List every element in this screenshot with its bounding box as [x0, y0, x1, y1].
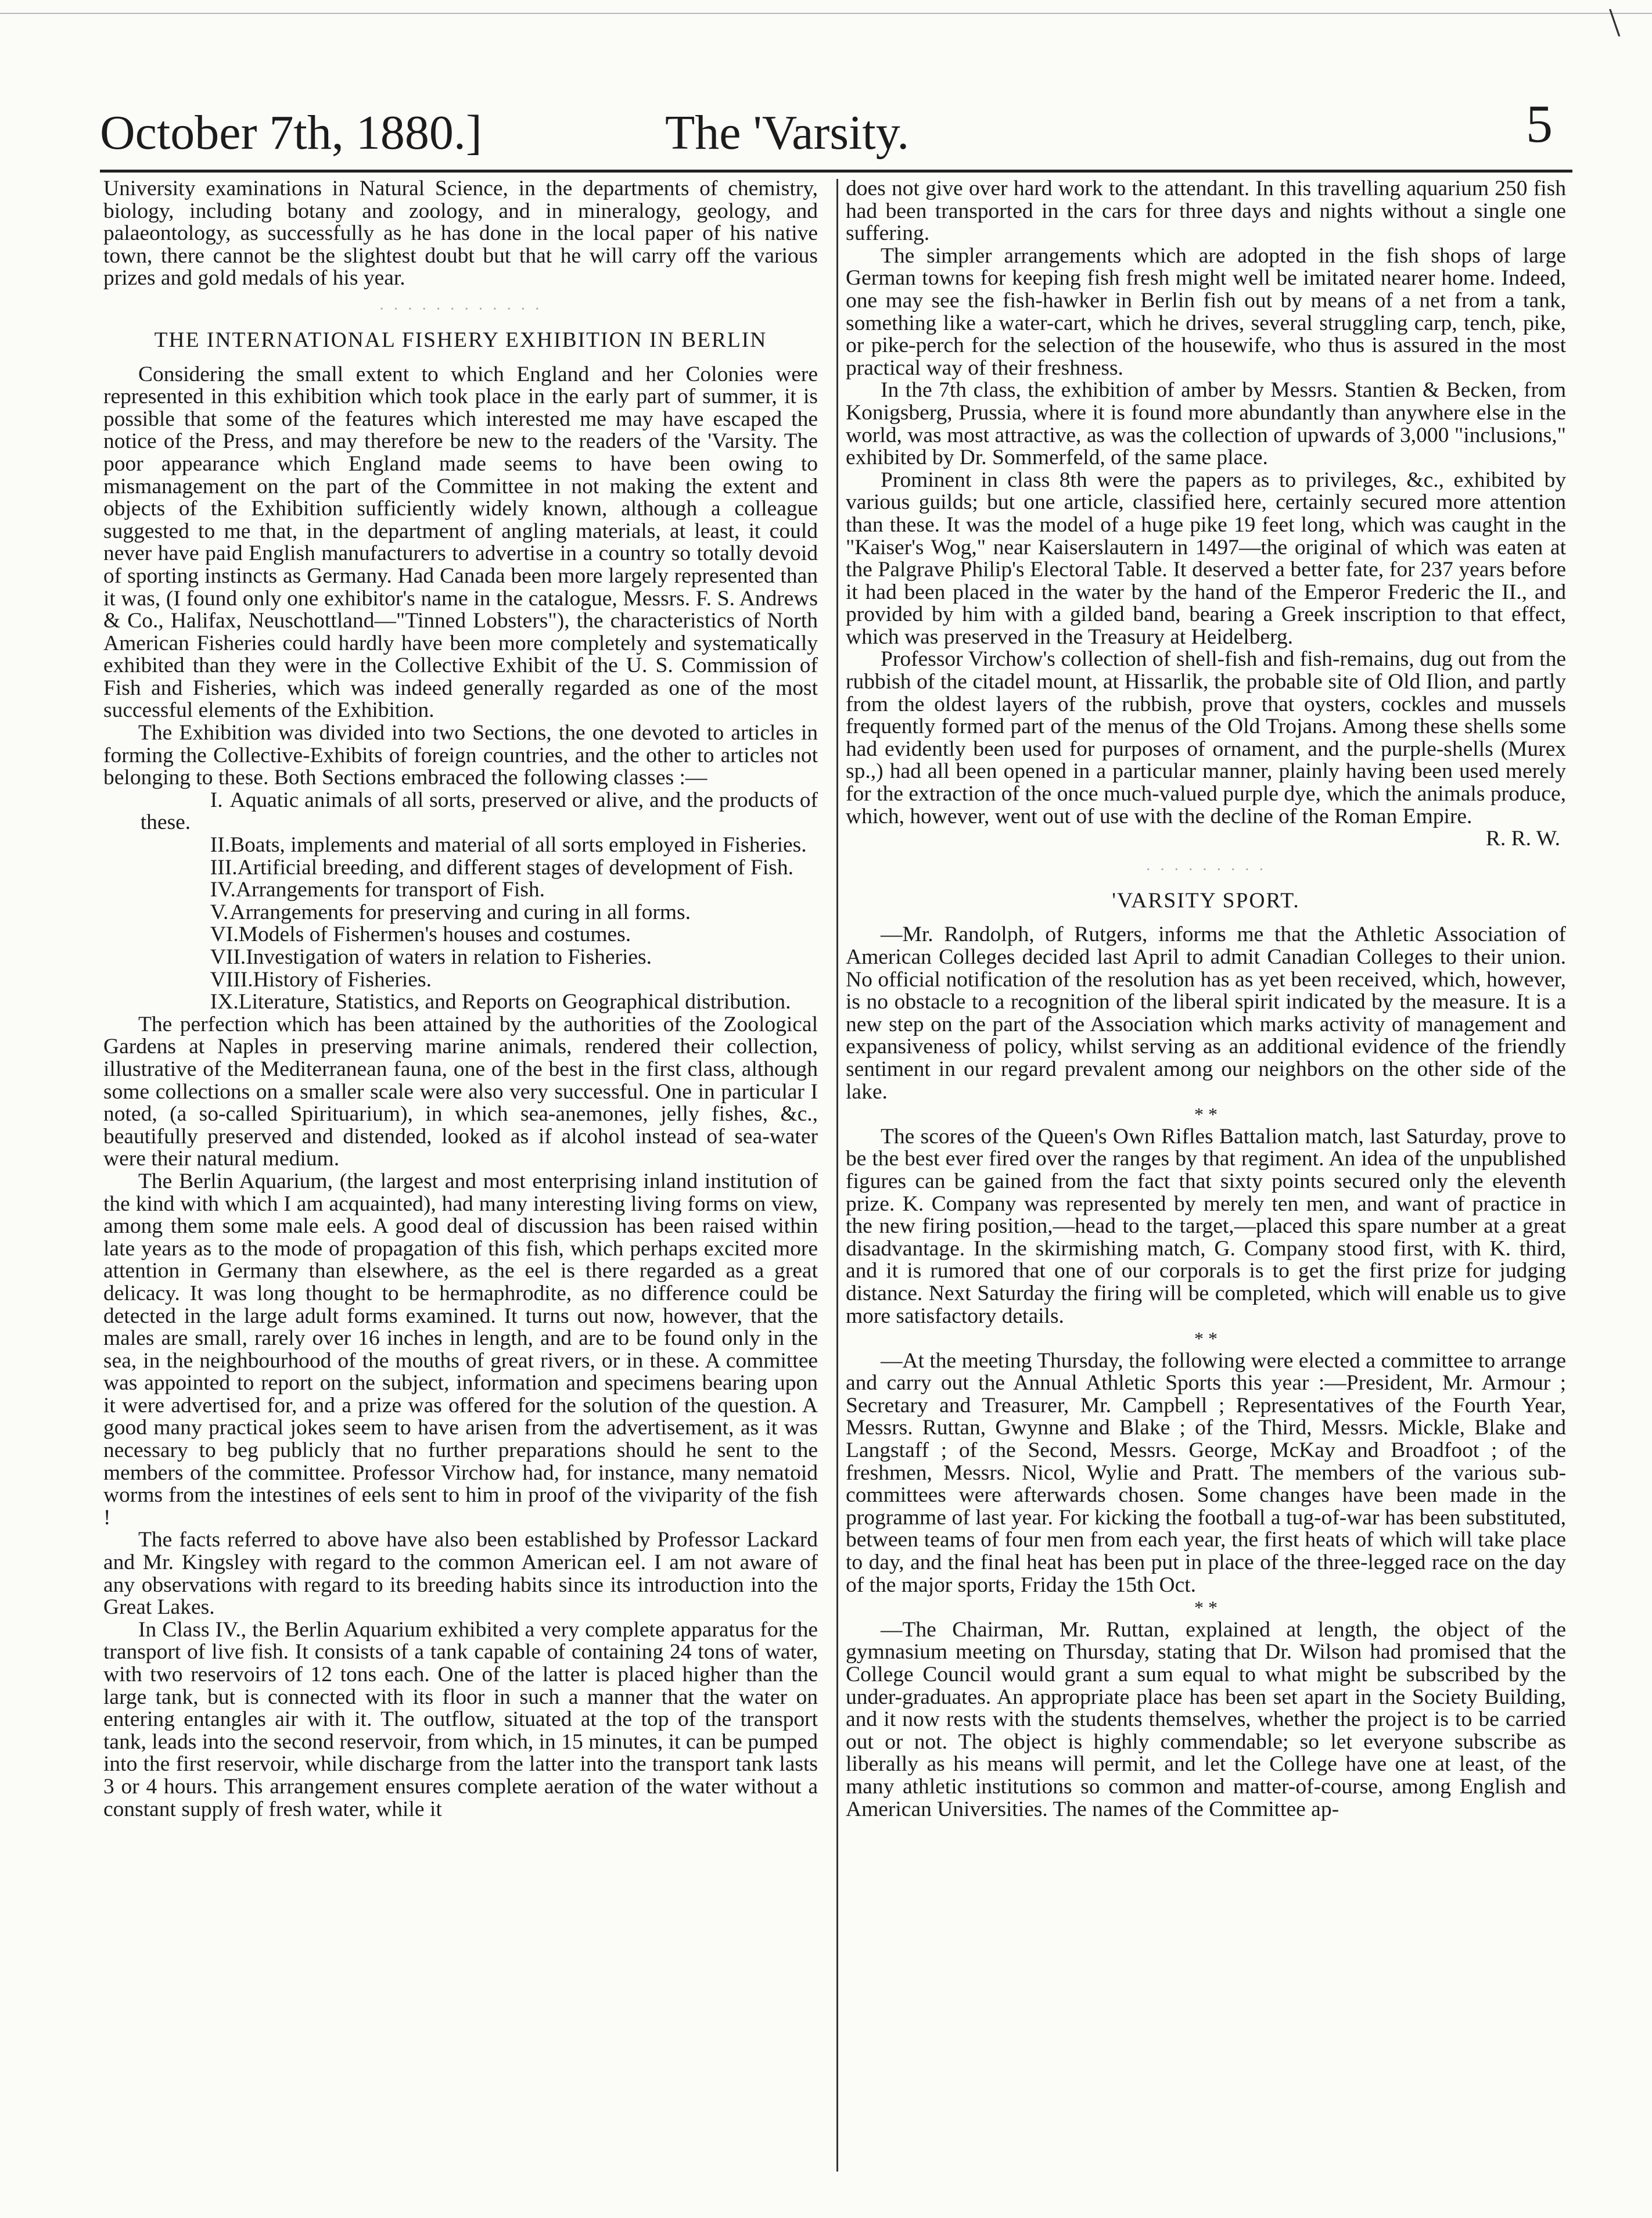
paragraph: —At the meeting Thursday, the following were elected a committee to arrange and carry out the Annual Athletic Sports this year :—President, Mr. Armour ; Secretary and Treasurer, Mr. Campbell ; Representatives of the Fourth Year, Messrs. Ruttan, Gwynne and Blake ; of the Third, Messrs. Mickle, Blake and Langstaff ; of the Second, Messrs. George, McKay and Broadfoot ; of the freshmen, Messrs. Nicol, Wylie and Pratt. The members of the various sub-committees were afterwards chosen. Some changes have been made in the programme of last year. For kicking the football a tug-of-war has been substituted, between teams of four men from each year, the first heats of which will take place to day, and the final heat has been put in place of the three-legged race on the day of the major sports, Friday the 15th Oct. — [846, 1348, 1566, 1597]
paragraph: The perfection which has been attained by the authorities of the Zoological Gardens at Naples in preserving marine animals, rendered their collection, illustrative of the Mediterranean fauna, one of the best in the first class, although some collections on a smaller scale were also very successful. One in particular I noted, (a so-called Spirituarium), in which sea-anemones, jelly fishes, &c., beautifully preserved and distended, looked as if alcohol instead of sea-water were their natural medium. — [103, 1012, 818, 1171]
class-item: IV.Arrangements for transport of Fish. — [210, 878, 545, 902]
class-list — [103, 789, 818, 1014]
section-ornament: · · · · · · · · · · · · — [379, 300, 543, 318]
paragraph: The Berlin Aquarium, (the largest and most enterprising inland institution of the kind with which I am acquainted), had many interesting living forms on view, among them some male eels. A good deal of discussion has been raised within late years as to the mode of propagation of this fish, which perhaps excited more attention in Germany than elsewhere, as the eel is there regarded as a great delicacy. It was long thought to be hermaphrodite, as no difference could be detected in the large adult forms examined. It turns out now, however, that the males are small, rarely over 16 inches in length, and are to be found only in the sea, in the neighbourhood of the mouths of great rivers, or in these. A committee was appointed to report on the subject, information and specimens bearing upon it were advertised for, and a prize was offered for the solution of the question. A good many practical jokes seem to have arisen from the advertisement, as it was necessary to beg publicly that no further preparations should he sent to the members of the committee. Professor Virchow had, for instance, many nematoid worms from the intestines of eels sent to him in proof of the viviparity of the fish ! — [103, 1169, 818, 1530]
class-item: VIII.History of Fisheries. — [210, 967, 432, 992]
right-column — [846, 178, 1566, 2188]
paragraph: The scores of the Queen's Own Rifles Battalion match, last Saturday, prove to be the best ever fired over the ranges by that regiment. An idea of the unpublished figures can be gained from the fact that sixty points secured only the eleventh prize. K. Company was represented by merely ten men, and want of practice in the new firing position,—head to the target,—placed this spare number at a great disadvantage. In the skirmishing match, G. Company stood first, with K. third, and it is rumored that one of our corporals is to get the first prize for judging distance. Next Saturday the firing will be completed, which will enable us to give more satisfactory details. — [846, 1124, 1566, 1328]
class-item: VII.Investigation of waters in relation to Fisheries. — [210, 945, 652, 969]
continued-paragraph: does not give over hard work to the attendant. In this travelling aquarium 250 fish had been transported in the cars for three days and nights without a single one suffering. — [846, 178, 1566, 246]
paragraph: Professor Virchow's collection of shell-fish and fish-remains, dug out from the rubbish of the citadel mount, at Hissarlik, the probable site of Old Ilion, and partly from the oldest layers of the rubbish, prove that oysters, cockles and mussels frequently formed part of the menus of the Old Trojans. Among these shells some had evidently been used for purposes of ornament, and the purple-shells (Murex sp.,) had all been opened in a particular manner, plainly having been used merely for the extraction of the once much-valued purple dye, which the animals produce, which, however, went out of use with the decline of the Roman Empire. — [846, 647, 1566, 828]
section-asterism: * * — [1194, 1104, 1218, 1125]
paragraph: The Exhibition was divided into two Sections, the one devoted to articles in forming the Collective-Exhibits of foreign countries, and the other to articles not belonging to these. Both Sections embraced the following classes :— — [103, 721, 818, 790]
class-item: III.Artificial breeding, and different stages of development of Fish. — [210, 855, 793, 880]
paragraph: Considering the small extent to which England and her Colonies were represented in this exhibition which took place in the early part of summer, it is possible that some of the features which interested me may have escaped the notice of the Press, and may therefore be new to the readers of the 'Varsity. The poor appearance which England made seems to have been owing to mismanagement on the part of the Committee in not making the extent and objects of the Exhibition sufficiently widely known, although a colleague suggested to me that, in the department of angling materials, at least, it could never have paid English manufacturers to advertise in a country so totally devoid of sporting instincts as Germany. Had Canada been more largely represented than it was, (I found only one exhibitor's name in the catalogue, Messrs. F. S. Andrews & Co., Halifax, Neuschottland—"Tinned Lobsters"), the characteristics of North American Fisheries could hardly have been more completely and systematically exhibited than they were in the Collective Exhibit of the U. S. Commission of Fish and Fisheries, which was indeed generally regarded as one of the most successful elements of the Exhibition. — [103, 362, 818, 723]
column-divider — [836, 179, 838, 2172]
left-column — [103, 178, 818, 2188]
paragraph: In the 7th class, the exhibition of amber by Messrs. Stantien & Becken, from Konigsberg, Prussia, where it is found more abundantly than anywhere else in the world, was most attractive, as was the collection of upwards of 3,000 "inclusions," exhibited by Dr. Sommerfeld, of the same place. — [846, 378, 1566, 470]
class-item: II.Boats, implements and material of all sorts employed in Fisheries. — [210, 833, 807, 857]
paragraph: In Class IV., the Berlin Aquarium exhibited a very complete apparatus for the transport of live fish. It consists of a tank capable of containing 24 tons of water, with two reservoirs of 12 tons each. One of the latter is placed higher than the large tank, but is connected with its floor in such a manner that the water on entering entangles air with it. The outflow, situated at the top of the transport tank, leads into the second reservoir, from which, in 15 minutes, it can be pumped into the first reservoir, while discharge from the latter into the transport tank lasts 3 or 4 hours. This arrangement ensures complete aeration of the water without a constant supply of fresh water, while it — [103, 1617, 818, 1821]
article-heading-fishery: THE INTERNATIONAL FISHERY EXHIBITION IN BERLIN — [154, 328, 767, 352]
paragraph: The simpler arrangements which are adopted in the fish shops of large German towns for keeping fish fresh might well be imitated nearer home. Indeed, one may see the fish-hawker in Berlin fish out by means of a net from a tank, something like a water-cart, which he drives, several struggling carp, tench, pike, or pike-perch for the selection of the housewife, who thus is assured in the most practical way of their freshness. — [846, 243, 1566, 380]
newspaper-title: The 'Varsity. — [665, 106, 910, 160]
class-item: IX.Literature, Statistics, and Reports on Geographical distribution. — [210, 990, 791, 1014]
section-asterism: * * — [1194, 1328, 1218, 1350]
masthead — [0, 87, 1652, 168]
author-signature: R. R. W. — [1485, 827, 1560, 851]
article-heading-sport: 'VARSITY SPORT. — [1112, 888, 1300, 913]
scan-edge-line — [0, 13, 1652, 14]
corner-mark: \ — [1609, 1, 1621, 45]
paragraph: The facts referred to above have also been established by Professor Lackard and Mr. Kingsley with regard to the common American eel. I am not aware of any observations with regard to its breeding habits since its introduction into the Great Lakes. — [103, 1528, 818, 1620]
paragraph: Prominent in class 8th were the papers as to privileges, &c., exhibited by various guilds; but one article, classified here, certainly secured more attention than these. It was the model of a huge pike 19 feet long, which was caught in the "Kaiser's Wog," near Kaiserslautern in 1497—the original of which was eaten at the Palgrave Philip's Electoral Table. It deserved a better fate, for 237 years before it had been placed in the water by the hand of the Emperor Frederic the II., and provided by him with a gilded band, bearing a Greek inscription to that effect, which was preserved in the Treasury at Heidelberg. — [846, 468, 1566, 649]
class-item: VI.Models of Fishermen's houses and costumes. — [210, 923, 631, 947]
header-rule — [100, 170, 1572, 173]
class-item: I. Aquatic animals of all sorts, preserved or alive, and the products of these. — [140, 788, 818, 835]
issue-date: October 7th, 1880.] — [100, 106, 482, 160]
section-ornament: · · · · · · · · · — [1145, 860, 1266, 879]
page-number: 5 — [1526, 94, 1553, 153]
continued-paragraph: University examinations in Natural Science, in the departments of chemistry, biology, including botany and zoology, and in mineralogy, geology, and palaeontology, as successfully as he has done in the local paper of his native town, there cannot be the slightest doubt but that he will carry off the various prizes and gold medals of his year. — [103, 178, 818, 290]
section-asterism: * * — [1194, 1597, 1218, 1618]
class-item: V.Arrangements for preserving and curing in all forms. — [210, 900, 691, 924]
paragraph: —The Chairman, Mr. Ruttan, explained at length, the object of the gymnasium meeting on Thursday, stating that Dr. Wilson had promised that the College Council would grant a sum equal to what might be subscribed by the under-graduates. An appropriate place has been set apart in the Society Building, and it now rests with the students themselves, whether the project is to be carried out or not. The object is highly commendable; so let everyone subscribe as liberally as his means will permit, and let the College have one at least, of the many athletic institutions so common and matter-of-course, among English and American Universities. The names of the Committee ap- — [846, 1617, 1566, 1821]
paragraph: —Mr. Randolph, of Rutgers, informs me that the Athletic Association of American Colleges decided last April to admit Canadian Colleges to their union. No official notification of the resolution has as yet been received, which, however, is no obstacle to a recognition of the liberal spirit indicated by the measure. It is a new step on the part of the Association which marks activity of management and expansiveness of policy, whilst serving as an additional evidence of the friendly sentiment in our regard prevalent among our neighbors on the other side of the lake. — [846, 923, 1566, 1104]
